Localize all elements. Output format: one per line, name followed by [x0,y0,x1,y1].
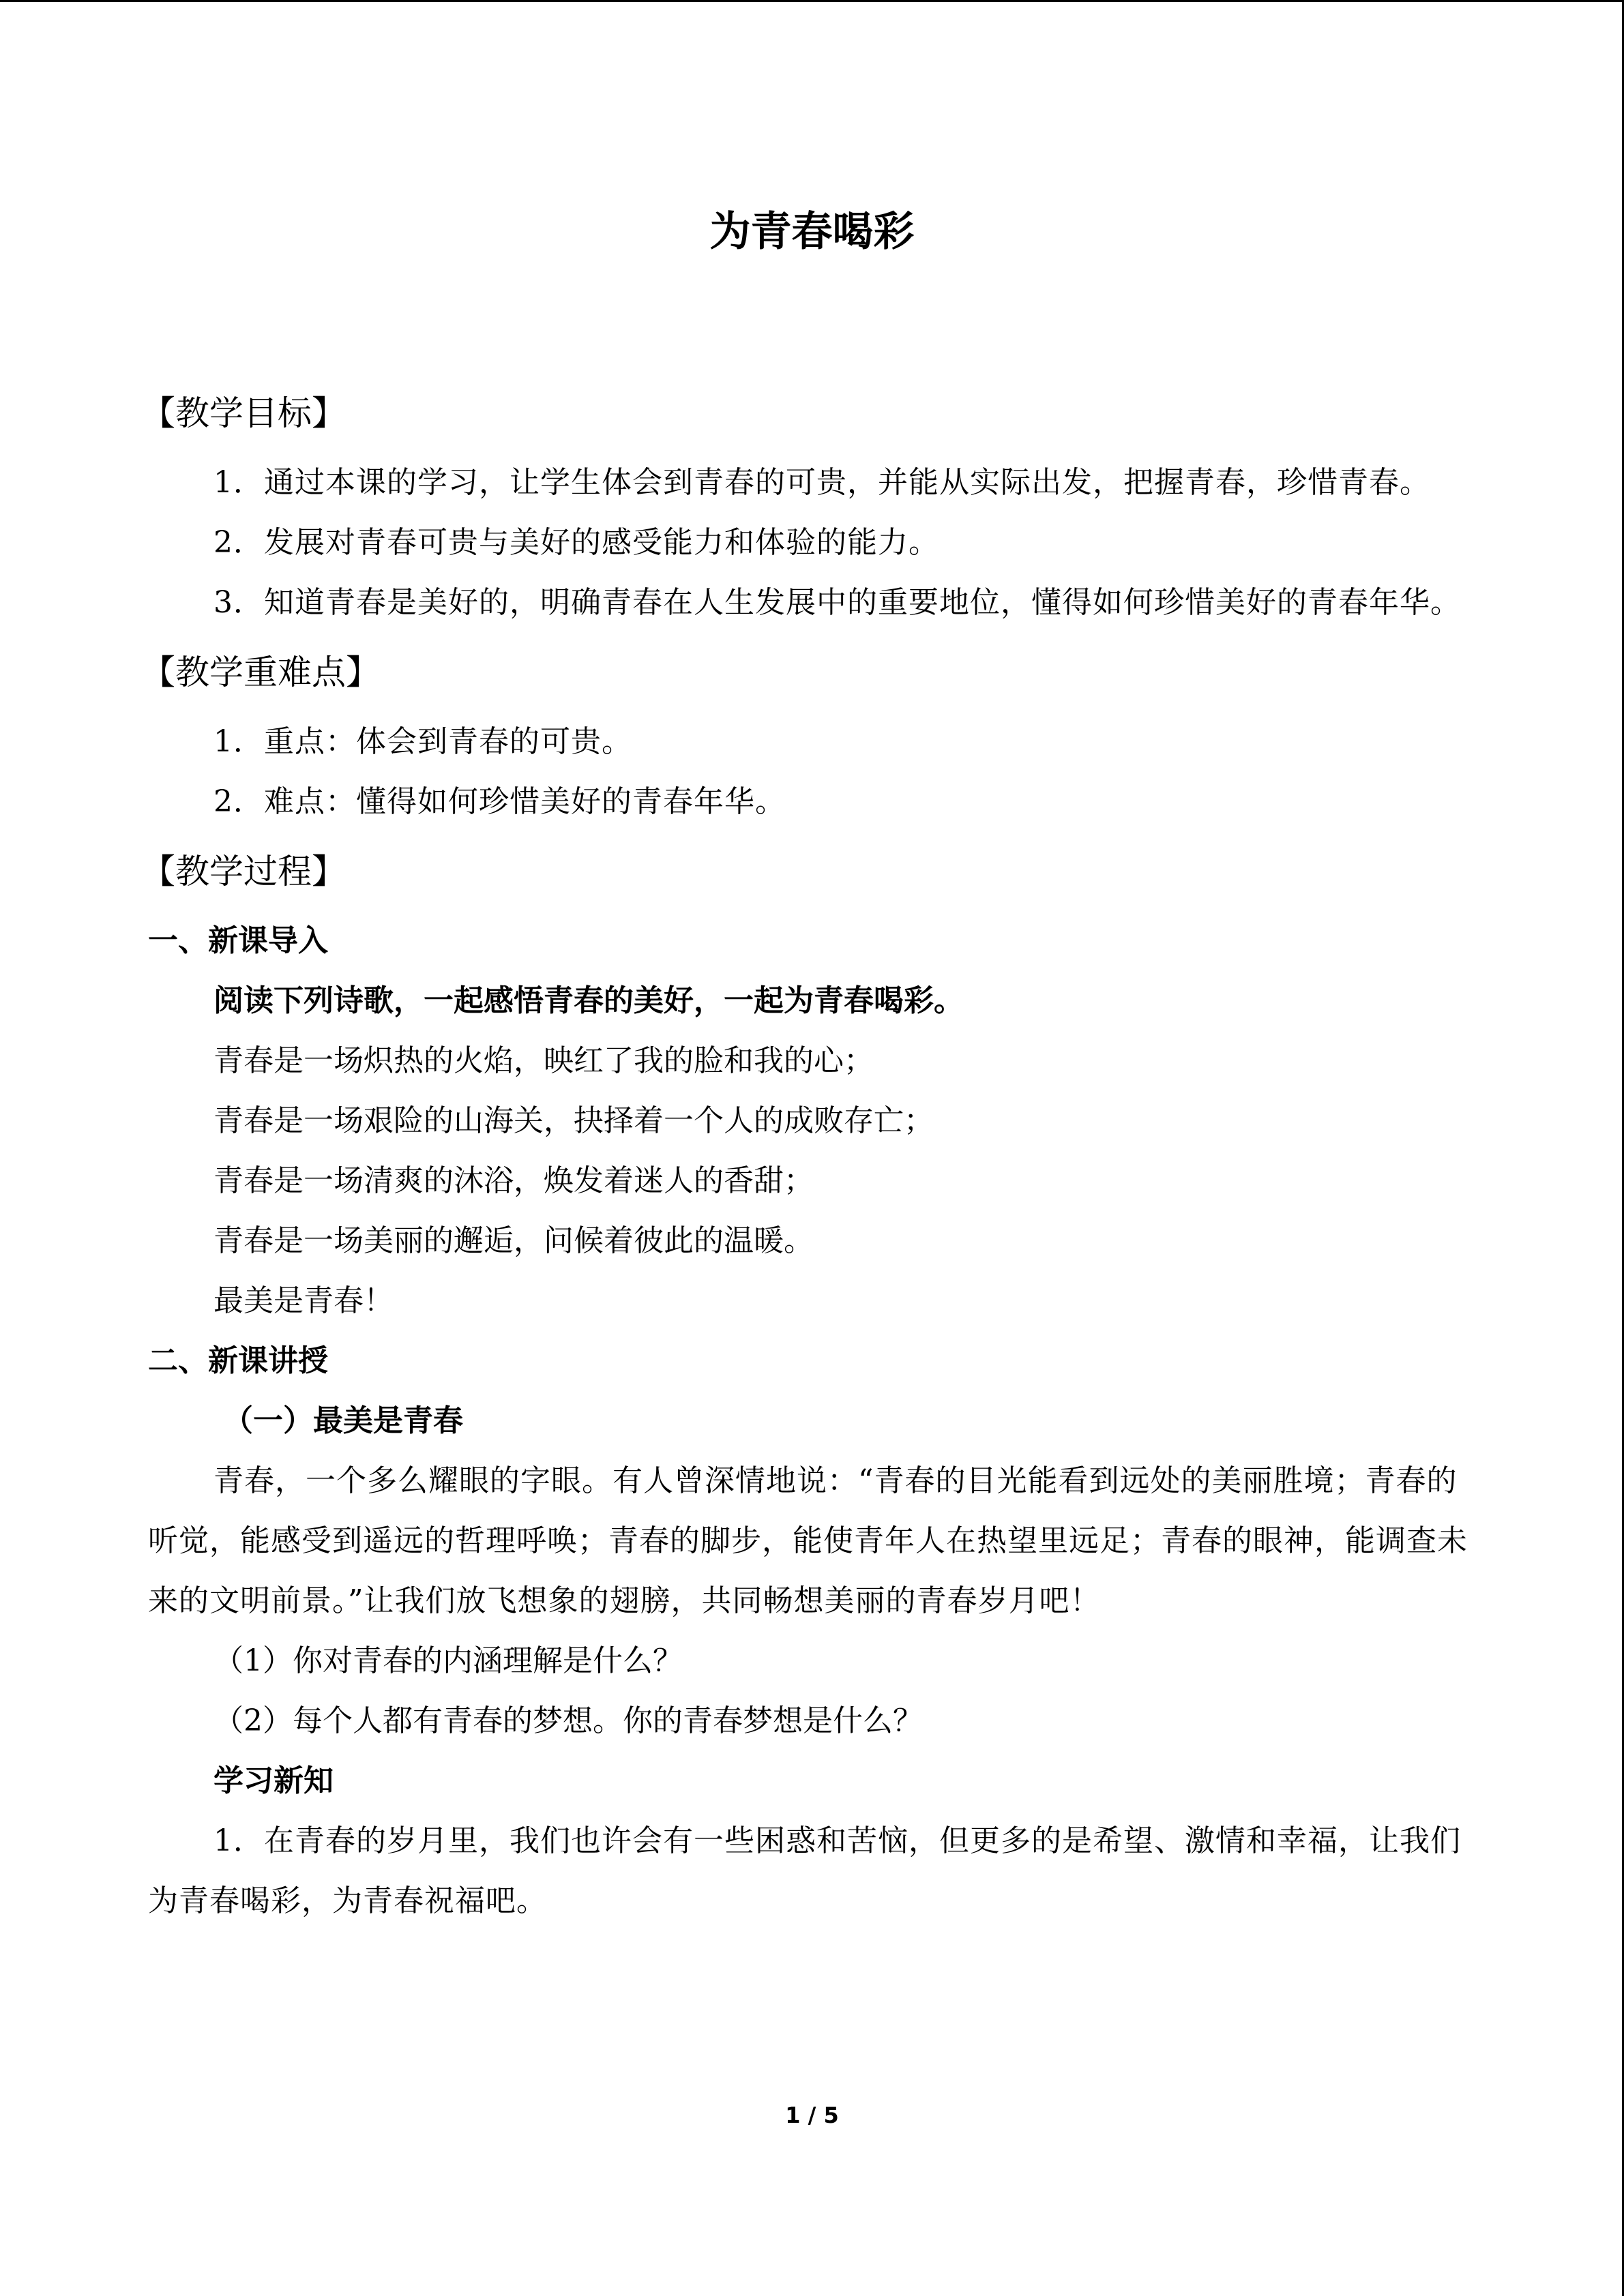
question-2: （2）每个人都有青春的梦想。你的青春梦想是什么？ [213,1703,923,1738]
objective-item-3: 3．知道青春是美好的，明确青春在人生发展中的重要地位，懂得如何珍惜美好的青春年华。 [213,585,1461,620]
top-border-line [0,0,1624,2]
key-point-item-1: 1．重点：体会到青春的可贵。 [213,724,632,759]
objective-item-2: 2．发展对青春可贵与美好的感受能力和体验的能力。 [213,525,939,560]
subsection-heading-youth: （一）最美是青春 [223,1403,463,1438]
poem-line-5: 最美是青春！ [213,1283,394,1318]
document-body [141,374,1480,1931]
youth-paragraph: 青春，一个多么耀眼的字眼。有人曾深情地说：“青春的目光能看到远处的美丽胜境；青春的听觉，能感受到遥远的哲理呼唤；青春的脚步，能使青年人在热望里远足；青春的眼神，能调查未来的文明前景。”让我们放飞想象的翅膀，共同畅想美丽的青春岁月吧！ [148,1463,1468,1618]
part-heading-new-lesson: 二、新课讲授 [148,1343,328,1378]
key-point-item-2: 2．难点：懂得如何珍惜美好的青春年华。 [213,784,786,819]
part-heading-introduction: 一、新课导入 [148,923,328,958]
page-number: 1 / 5 [785,2102,839,2128]
poem-line-2: 青春是一场艰险的山海关，抉择着一个人的成败存亡； [213,1103,934,1138]
learn-paragraph-1: 1．在青春的岁月里，我们也许会有一些困惑和苦恼，但更多的是希望、激情和幸福，让我们为青春喝彩，为青春祝福吧。 [148,1823,1461,1918]
subsection-heading-learn: 学习新知 [213,1763,334,1798]
poem-line-3: 青春是一场清爽的沐浴，焕发着迷人的香甜； [213,1163,814,1198]
objective-item-1: 1．通过本课的学习，让学生体会到青春的可贵，并能从实际出发，把握青春，珍惜青春。 [213,465,1430,500]
poem-line-1: 青春是一场炽热的火焰，映红了我的脸和我的心； [213,1043,874,1078]
document-title: 为青春喝彩 [709,208,915,256]
section-heading-objectives: 【教学目标】 [141,393,346,433]
section-heading-process: 【教学过程】 [141,852,346,891]
section-heading-key-points: 【教学重难点】 [141,653,380,692]
question-1: （1）你对青春的内涵理解是什么？ [213,1643,683,1678]
introduction-instruction: 阅读下列诗歌，一起感悟青春的美好，一起为青春喝彩。 [213,983,964,1018]
poem-line-4: 青春是一场美丽的邂逅，问候着彼此的温暖。 [213,1223,814,1258]
